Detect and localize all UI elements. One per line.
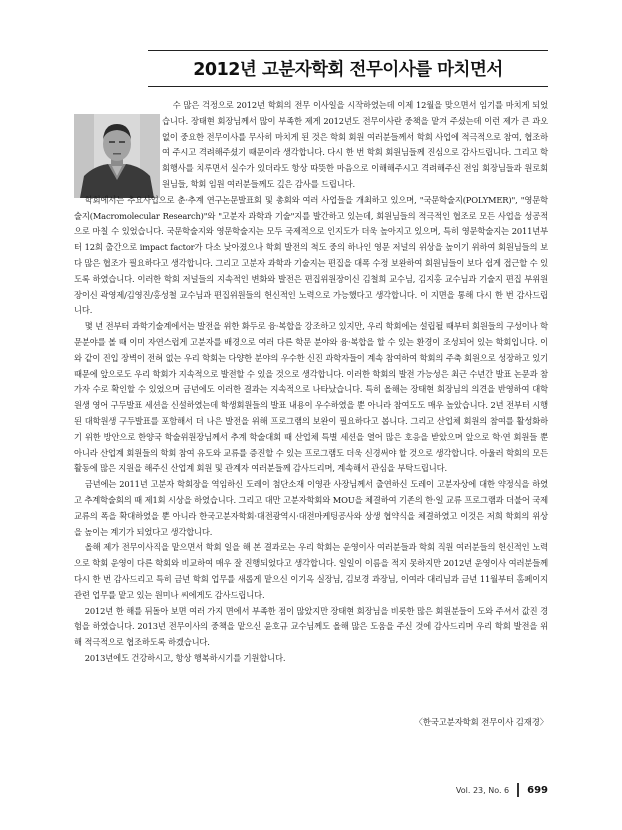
article-paragraph: 수 많은 걱정으로 2012년 학회의 전무 이사일을 시작하였는데 이제 12월을 맞으면서 임기를 마치게 되었습니다. 장태현 회장님께서 많이 부족한 제게 2012년도 전무이사란 중책을 맡겨 주셨는데 이런 제가 큰 과오 없이 중요한 전무이사를 무사히 마치게 된 것은 학회 회원 여러분들께서 학회 사업에 적극적으로 참여, 협조하여 주시고 격려해주셨기 때문이라 생각합니다. 다시 한 번 학회 회원님들께 진심으로 감사드립니다. 그리고 학회행사를 치루면서 실수가 있더라도 항상 따뜻한 마음으로 이해해주시고 격려해주신 전임 회장님들과 원로회원님들, 학회 임원 여러분들께도 깊은 감사를 드립니다. [162,100,548,189]
page-footer [456,782,548,798]
volume-info: Vol. 23, No. 6 [455,785,510,795]
article-paragraph: 2012년 한 해를 뒤돌아 보면 여러 가지 면에서 부족한 점이 많았지만 장태현 회장님을 비롯한 많은 회원분들이 도와 주셔서 값진 경험을 하였습니다. 2013년 전무이사의 중책을 맡으신 윤호규 교수님께도 올해 많은 도움을 주신 것에 감사드리며 우리 학회 발전을 위해 적극적으로 협조하도록 하겠습니다. [74,605,548,648]
top-rule [148,50,548,51]
footer-divider [517,783,519,797]
article-paragraph: 학회에서는 추요사업으로 춘·추계 연구논문발표회 및 총회와 여러 사업들을 개최하고 있으며, "국문학술지(POLYMER)", "영문학술지(Macromolecular Research)"와 "고분자 과학과 기술"지를 발간하고 있는데, 회원님들의 적극적인 협조로 모든 사업을 성공적으로 마칠 수 있었습니다. 국문학술지와 영문학술지는 모두 국제적으로 인지도가 더욱 높아지고 있으며, 특히 영문학술지는 2011년부터 12회 출간으로 impact factor가 다소 낮아졌으나 학회 발전의 척도 중의 하나인 영문 저널의 위상을 높이기 위하여 회원님들의 보다 많은 협조가 필요하다고 생각합니다. 그리고 고분자 과학과 기술지는 편집을 대폭 수정 보완하여 회원님들이 보다 쉽게 접근할 수 있도록 하였습니다. 이러한 학회 저널들의 지속적인 변화와 발전은 편집위원장이신 김철희 교수님, 김지홍 교수님과 기술지 편집 부위원장이신 곽영제/김영진/홍성철 교수님과 편집위원들의 헌신적인 노력으로 가능했다고 생각합니다. 이 지면을 통해 다시 한 번 감사드립니다. [74,194,548,316]
page-number: 699 [527,784,548,796]
article-paragraph: 몇 년 전부터 과학기술계에서는 발전을 위한 화두로 융·복합을 강조하고 있지만, 우리 학회에는 설립될 때부터 회원들의 구성이나 학문분야를 볼 때 이미 자연스럽게 고분자를 배경으로 여러 다른 학문 분야와 융·복합을 할 수 있는 환경이 조성되어 있는 학회입니다. 이와 같이 진입 장벽이 전혀 없는 우리 학회는 다양한 분야의 우수한 신진 과학자들이 계속 참여하여 학회의 주축 회원으로 성장하고 있기 때문에 앞으로도 우리 학회가 지속적으로 발전할 수 있을 것으로 생각합니다. 이러한 학회의 발전 가능성은 최근 수년간 발표 논문과 참가자 수로 확인할 수 있었으며 금년에도 이러한 결과는 지속적으로 나타났습니다. 특히 올해는 장태현 회장님의 의견을 반영하여 대학원생 영어 구두발표 세션을 신설하였는데 학생회원들의 발표 내용이 우수하였을 뿐 아니라 참여도도 매우 높았습니다. 2년 전부터 시행된 대학원생 구두발표를 포함해서 더 나은 발전을 위해 프로그램의 보완이 필요하다고 봅니다. 그리고 산업체 회원의 참여를 활성화하기 위한 방안으로 한양국 학술위원장님께서 추계 학술대회 때 산업체 특별 세션을 열어 많은 호응을 받았으며 앞으로 학·연 회원들 뿐 아니라 산업계 회원들의 학회 참여 유도와 교류를 증진할 수 있는 프로그램도 더욱 신경써야 할 것으로 생각합니다. 아울러 학회의 모든 활동에 많은 지원을 해주신 산업계 회원 및 관계자 여러분들께 감사드리며, 계속해서 관심을 부탁드립니다. [74,321,548,474]
page-title: 2012년 고분자학회 전무이사를 마치면서 [193,60,503,80]
article-body [74,98,548,667]
signature: 〈한국고분자학회 전무이사 김재경〉 [414,717,548,727]
article-paragraph: 금년에는 2011년 고분자 학회장을 역임하신 도레이 첨단소재 이영관 사장님께서 출연하신 도레이 고분자상에 대한 약정식을 하였고 추계학술회의 때 제1회 시상을 하였습니다. 그리고 대만 고분자학회와 MOU을 체결하여 기존의 한·일 교류 프로그램과 더불어 국제교류의 폭을 확대하였을 뿐 아니라 한국고분자학회·대전광역시·대전마케팅공사와 상생 협약식을 체결하였고 이것은 저희 학회의 위상을 높이는 계기가 되었다고 생각합니다. [74,479,548,537]
article-paragraph: 올해 제가 전무이사직을 맡으면서 학회 일을 해 본 결과로는 우리 학회는 운영이사 여러분들과 학회 직원 여러분들의 헌신적인 노력으로 학회 운영이 다른 학회와 비교하여 매우 잘 진행되었다고 생각합니다. 일일이 이름을 적지 못하지만 2012년 운영이사 여러분들께 다시 한 번 감사드리고 특히 금년 학회 업무를 새롭게 맡으신 이기옥 실장님, 김보경 과장님, 이여라 대리님과 금년 11월부터 홈페이지 관련 업무를 맡고 있는 원미나 씨에게도 감사드립니다. [74,542,548,600]
article-paragraph: 2013년에도 건강하시고, 항상 행복하시기를 기원합니다. [84,652,286,663]
title-rule [148,86,548,87]
